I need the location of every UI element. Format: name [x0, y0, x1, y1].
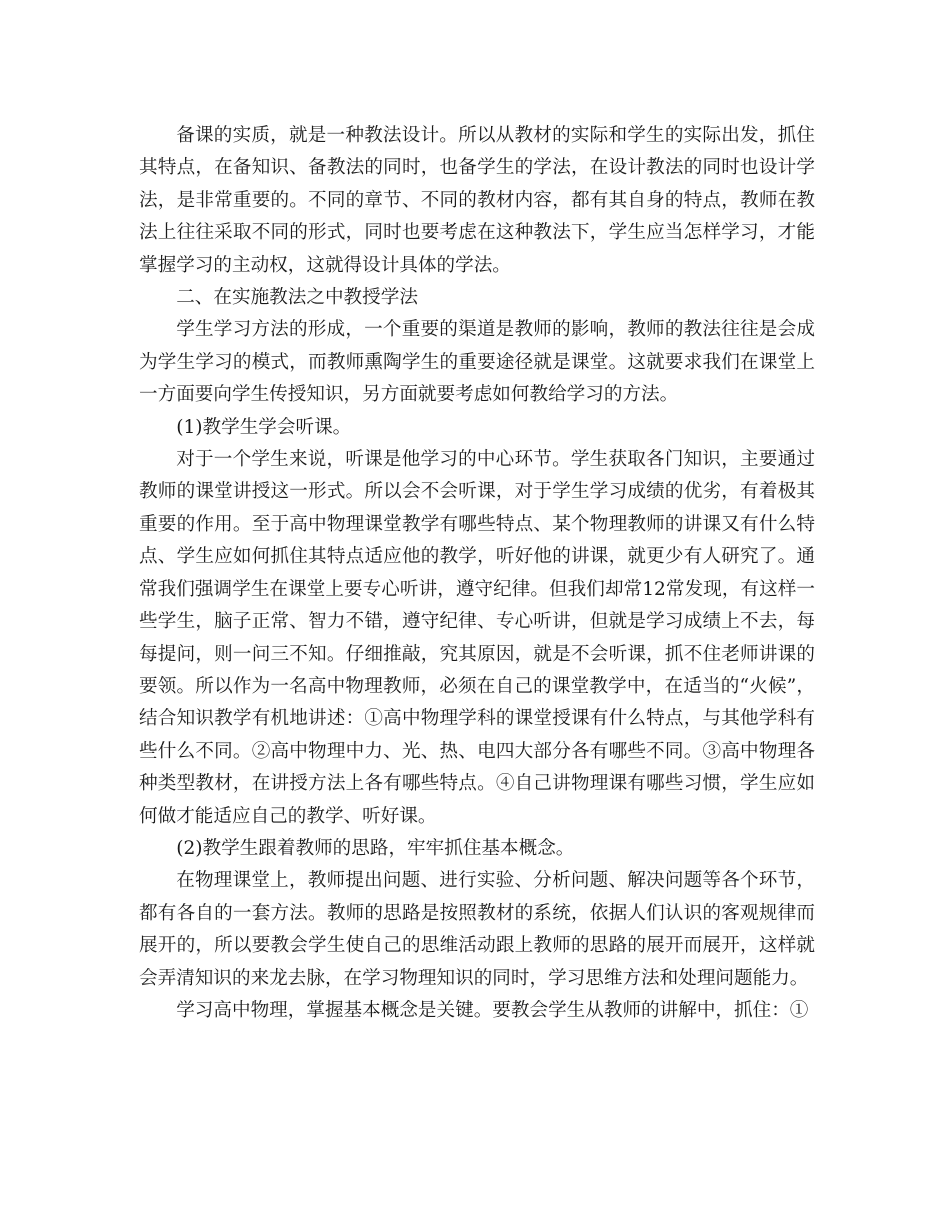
subheading-listening: (1)教学生学会听课。 [176, 416, 352, 438]
paragraph-classroom: 在物理课堂上，教师提出问题、进行实验、分析问题、解决问题等各个环节，都有各自的一套方法。教师的思路是按照教材的系统，依据人们认识的客观规律而展开的，所以要教会学生使自己的思维活动跟上教师的思路的展开而展开，这样就会弄清知识的来龙去脉，在学习物理知识的同时，学习思维方法和处理问题能力。 [139, 870, 815, 989]
document-body [139, 120, 815, 1027]
section-heading-two: 二、在实施教法之中教授学法 [176, 287, 418, 309]
paragraph-lesson-prep: 备课的实质，就是一种教法设计。所以从教材的实际和学生的实际出发，抓住其特点，在备知识、备教法的同时，也备学生的学法，在设计教法的同时也设计学法，是非常重要的。不同的章节、不同的教材内容，都有其自身的特点，教师在教法上往往采取不同的形式，同时也要考虑在这种教法下，学生应当怎样学习，才能掌握学习的主动权，这就得设计具体的学法。 [139, 125, 815, 276]
subheading-follow-teacher: (2)教学生跟着教师的思路，牢牢抓住基本概念。 [176, 837, 575, 859]
paragraph-listening: 对于一个学生来说，听课是他学习的中心环节。学生获取各门知识，主要通过教师的课堂讲授这一形式。所以会不会听课，对于学生学习成绩的优劣，有着极其重要的作用。至于高中物理课堂教学有哪些特点、某个物理教师的讲课又有什么特点、学生应如何抓住其特点适应他的教学，听好他的讲课，就更少有人研究了。通常我们强调学生在课堂上要专心听讲，遵守纪律。但我们却常12常发现，有这样一些学生，脑子正常、智力不错，遵守纪律、专心听讲，但就是学习成绩上不去，每每提问，则一问三不知。仔细推敲，究其原因，就是不会听课，抓不住老师讲课的要领。所以作为一名高中物理教师，必须在自己的课堂教学中，在适当的“火候”，结合知识教学有机地讲述：①高中物理学科的课堂授课有什么特点，与其他学科有些什么不同。②高中物理中力、光、热、电四大部分各有哪些不同。③高中物理各种类型教材，在讲授方法上各有哪些特点。④自己讲物理课有哪些习惯，学生应如何做才能适应自己的教学、听好课。 [139, 449, 815, 827]
paragraph-learning-methods: 学生学习方法的形成，一个重要的渠道是教师的影响，教师的教法往往是会成为学生学习的模式，而教师熏陶学生的重要途径就是课堂。这就要求我们在课堂上一方面要向学生传授知识，另方面就要考虑如何教给学习的方法。 [139, 319, 815, 406]
paragraph-concepts: 学习高中物理，掌握基本概念是关键。要教会学生从教师的讲解中，抓住：① [176, 999, 809, 1021]
